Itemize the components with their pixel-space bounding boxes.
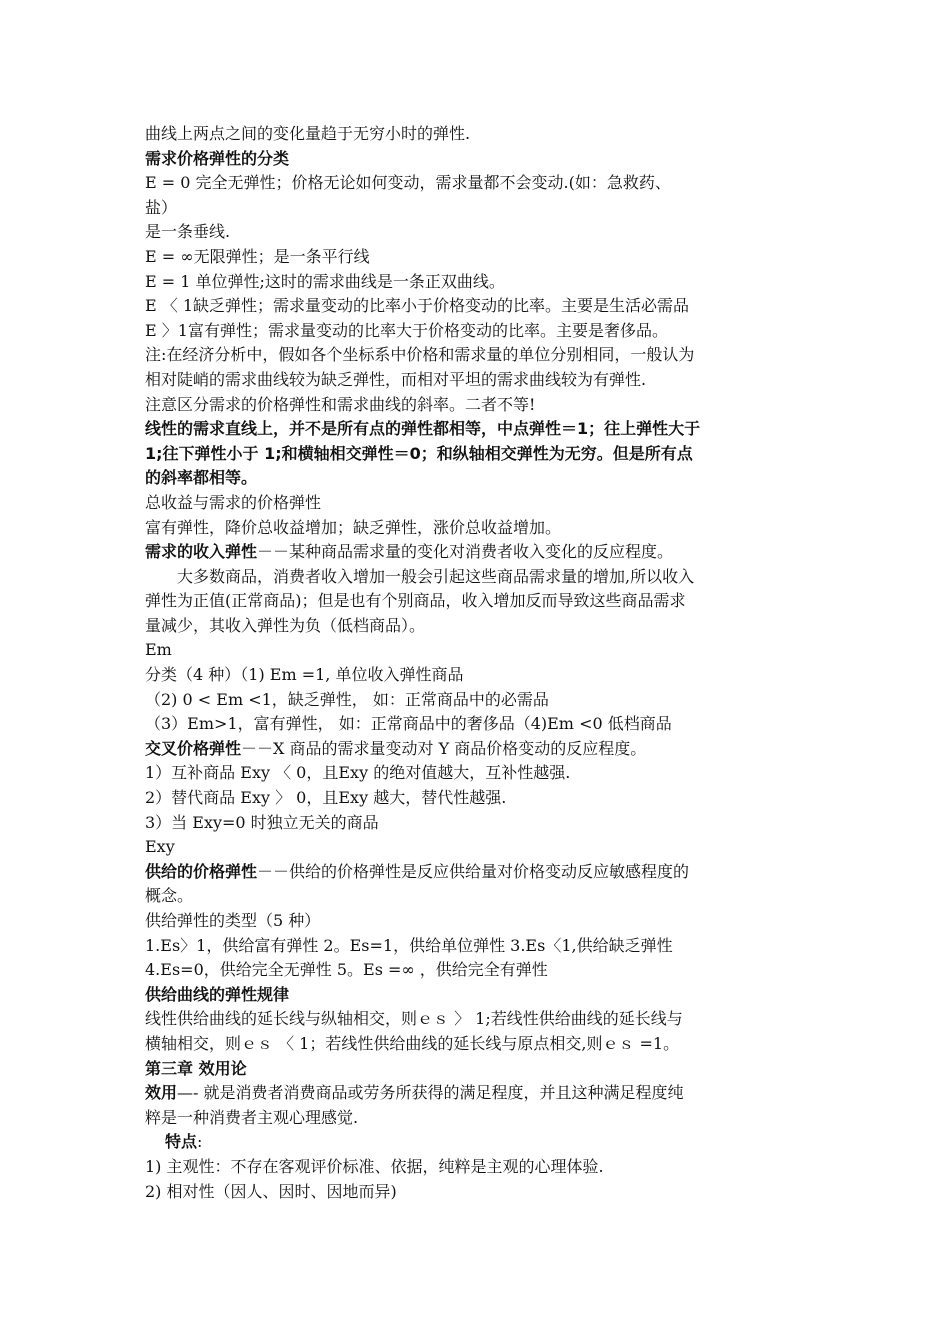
line-text: 相对陡峭的需求曲线较为缺乏弹性，而相对平坦的需求曲线较为有弹性.	[145, 369, 647, 389]
line-text: Exy	[145, 837, 175, 857]
bold-heading: 1;往下弹性小于 1;和横轴相交弹性＝0；和纵轴相交弹性为无穷。但是所有点	[145, 443, 693, 463]
line-text: E = ∞无限弹性；是一条平行线	[145, 246, 370, 266]
document-body	[145, 122, 813, 1204]
line-text: —- 就是消费者消费商品或劳务所获得的满足程度，并且这种满足程度纯	[177, 1083, 684, 1103]
text-line	[145, 466, 813, 491]
line-text: E 〈 1缺乏弹性；需求量变动的比率小于价格变动的比率。主要是生活必需品	[145, 296, 690, 316]
line-text: 是一条垂线.	[145, 222, 231, 242]
text-line	[145, 1057, 813, 1082]
text-line	[145, 245, 813, 270]
line-text: 量减少，其收入弹性为负（低档商品）。	[145, 615, 426, 635]
text-line	[145, 196, 813, 221]
line-text: 盐）	[145, 197, 178, 217]
text-line	[145, 171, 813, 196]
line-text: 供给弹性的类型（5 种）	[145, 911, 321, 930]
line-text: 注意区分需求的价格弹性和需求曲线的斜率。二者不等!	[145, 394, 536, 414]
line-text: E = 1 单位弹性;这时的需求曲线是一条正双曲线。	[145, 271, 505, 291]
text-line	[145, 786, 813, 811]
text-line	[145, 811, 813, 836]
line-text: E 〉1富有弹性；需求量变动的比率大于价格变动的比率。主要是奢侈品。	[145, 320, 668, 340]
text-line	[145, 393, 813, 418]
line-text: 横轴相交，则ｅｓ 〈 1；若线性供给曲线的延长线与原点相交,则ｅｓ =1。	[145, 1033, 680, 1053]
line-text: 大多数商品，消费者收入增加一般会引起这些商品需求量的增加,所以收入	[177, 566, 695, 586]
line-text: （3）Em>1，富有弹性， 如：正常商品中的奢侈品（4)Em <0 低档商品	[145, 714, 672, 734]
line-text: Em	[145, 640, 172, 660]
text-line	[145, 638, 813, 663]
text-line	[145, 1081, 813, 1106]
text-line	[145, 319, 813, 344]
line-text: 2）替代商品 Exy 〉 0，且Exy 越大，替代性越强.	[145, 788, 507, 808]
text-line	[145, 589, 813, 614]
line-text: 粹是一种消费者主观心理感觉.	[145, 1107, 359, 1127]
bold-heading: 供给曲线的弹性规律	[145, 984, 290, 1004]
line-text: 1.Es〉1，供给富有弹性 2。Es=1，供给单位弹性 3.Es〈1,供给缺乏弹性	[145, 935, 673, 955]
bold-heading: 的斜率都相等。	[145, 468, 258, 488]
text-line	[145, 614, 813, 639]
text-line	[145, 1106, 813, 1131]
text-line	[145, 958, 813, 983]
text-line	[145, 270, 813, 295]
text-line	[145, 909, 813, 934]
line-text: 注:在经济分析中，假如各个坐标系中价格和需求量的单位分别相同，一般认为	[145, 345, 695, 365]
text-line	[145, 884, 813, 909]
text-line	[145, 368, 813, 393]
text-line	[145, 491, 813, 516]
text-line	[145, 540, 813, 565]
line-text: （2) 0 < Em <1，缺乏弹性， 如：正常商品中的必需品	[145, 689, 549, 709]
text-line	[145, 688, 813, 713]
bold-heading: 线性的需求直线上，并不是所有点的弹性都相等，中点弹性＝1；往上弹性大于	[145, 419, 701, 439]
text-line	[145, 761, 813, 786]
line-text: 1) 主观性：不存在客观评价标准、依据，纯粹是主观的心理体验.	[145, 1156, 604, 1176]
text-line	[145, 712, 813, 737]
line-text: E = 0 完全无弹性；价格无论如何变动，需求量都不会变动.(如：急救药、	[145, 173, 671, 193]
text-line	[145, 417, 813, 442]
text-line	[145, 835, 813, 860]
line-text: 线性供给曲线的延长线与纵轴相交，则ｅｓ 〉 1;若线性供给曲线的延长线与	[145, 1009, 683, 1029]
bold-heading: 交叉价格弹性	[145, 738, 242, 758]
line-text: 弹性为正值(正常商品)；但是也有个别商品，收入增加反而导致这些商品需求	[145, 591, 686, 611]
text-line	[145, 934, 813, 959]
text-line	[145, 343, 813, 368]
text-line	[145, 1007, 813, 1032]
text-line	[145, 294, 813, 319]
bold-heading: 需求的收入弹性	[145, 542, 258, 562]
line-text: 分类（4 种）（1) Em =1, 单位收入弹性商品	[145, 665, 464, 685]
line-text: 2) 相对性（因人、因时、因地而异)	[145, 1181, 397, 1201]
bold-heading: 第三章 效用论	[145, 1058, 247, 1078]
text-line	[145, 983, 813, 1008]
text-line	[145, 442, 813, 467]
text-line	[145, 1180, 813, 1205]
text-line	[145, 1032, 813, 1057]
text-line	[145, 147, 813, 172]
bold-heading: 供给的价格弹性	[145, 861, 258, 881]
line-text: －－X 商品的需求量变动对 Y 商品价格变动的反应程度。	[241, 738, 647, 758]
line-text: 概念。	[145, 886, 194, 906]
line-text: －－某种商品需求量的变化对消费者收入变化的反应程度。	[257, 542, 674, 562]
line-text: －－供给的价格弹性是反应供给量对价格变动反应敏感程度的	[257, 861, 690, 881]
bold-heading: 需求价格弹性的分类	[145, 148, 290, 168]
text-line	[145, 663, 813, 688]
text-line	[145, 1130, 813, 1155]
line-text: :	[197, 1132, 203, 1152]
text-line	[145, 516, 813, 541]
line-text: 4.Es=0，供给完全无弹性 5。Es =∞ ，供给完全有弹性	[145, 960, 548, 980]
line-text: 3）当 Exy=0 时独立无关的商品	[145, 812, 379, 832]
text-line	[145, 860, 813, 885]
line-text: 1）互补商品 Exy 〈 0，且Exy 的绝对值越大，互补性越强.	[145, 763, 571, 783]
line-text: 富有弹性，降价总收益增加；缺乏弹性，涨价总收益增加。	[145, 517, 562, 537]
line-text: 曲线上两点之间的变化量趋于无穷小时的弹性.	[145, 124, 471, 143]
text-line	[145, 1155, 813, 1180]
text-line	[145, 220, 813, 245]
line-text: 总收益与需求的价格弹性	[145, 492, 322, 512]
text-line	[145, 122, 813, 147]
text-line	[145, 565, 813, 590]
text-line	[145, 737, 813, 762]
bold-heading: 效用	[145, 1083, 178, 1103]
bold-heading: 特点	[165, 1132, 198, 1152]
